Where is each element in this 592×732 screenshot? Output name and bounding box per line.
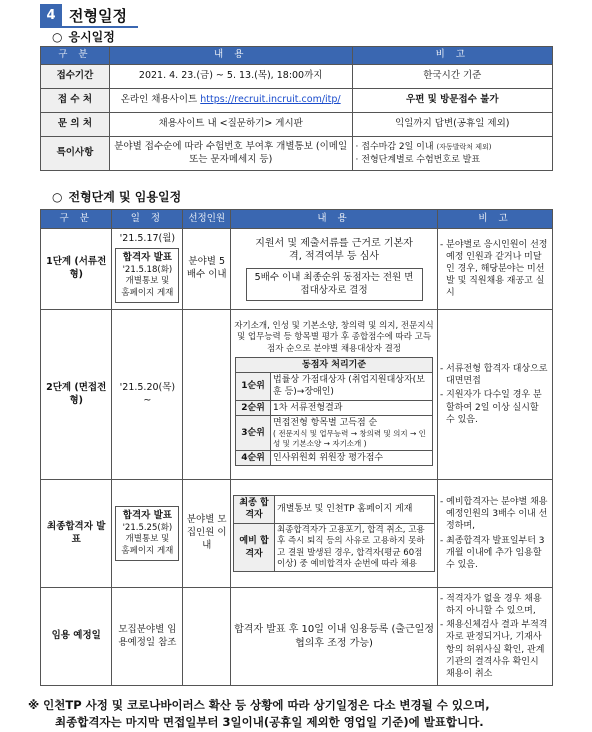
row-note: · 접수마감 2일 이내 (자동발락처 제외) · 전형단계별로 수험번호로 발표 [352,137,552,171]
stage1-date: '21.5.17(월) 합격자 발표 '21.5.18(화) 개별통보 및 홈페이지 게재 [112,229,183,310]
reserve-type-label: 예비 합격자 [234,523,275,572]
table-row [41,588,553,686]
stages-heading: ○ 전형단계 및 임용일정 [52,190,182,204]
final-label: 최종합격자 발표 [41,480,112,588]
circle-bullet-icon: ○ [52,30,63,44]
header-content: 내 용 [109,47,352,65]
final-content [231,480,438,588]
footer-note [28,697,568,732]
table-row [41,229,553,310]
row-content: 온라인 채용사이트 https://recruit.incruit.com/itp/ [109,89,352,113]
rank-text: 법률상 가점대상자 (취업지원대상자(보훈 등)→장애인) [271,373,433,400]
final-note: - 예비합격자는 분야별 채용예정인원의 3배수 이내 선정하며, - 최종합격자 발표일부터 3개월 이내에 추가 임용할 수 있음. [438,480,553,588]
stage2-content: 자기소개, 인성 및 기본소양, 창의력 및 의지, 전문지식 및 업무능력 등 항목별 평가 후 종합점수에 따라 고득점자 순으로 분야별 채용대상자 결정 동점자 처리기준 1순위 법률상 가점대상자 (취업지원대상자(보훈 등)→장애인) 2순위 1차 서류전형결과 3순위 면접전형 항목별 고득점 순 ( 전문지식 및 업무능력 → 창의력 및 의지 → 인성 및 기본소양 → 자기소개 ) 4순위 인사위원회 위원장 평가점수 [231,310,438,480]
header-category: 구 분 [41,47,110,65]
final-count: 분야별 모집인원 이내 [183,480,231,588]
final-type-label: 최종 합격자 [234,495,275,523]
row-label: 문 의 처 [41,113,110,137]
rank-text: 인사위원회 위원장 평가점수 [271,451,433,466]
table-row [41,137,553,171]
row-label: 특이사항 [41,137,110,171]
stage2-label: 2단계 (면접전형) [41,310,112,480]
rank-label: 1순위 [236,373,271,400]
row-note: 익일까지 답변(공휴일 제외) [352,113,552,137]
header-note: 비 고 [438,210,553,229]
appoint-date: 모집분야별 임용예정일 참조 [112,588,183,686]
header-count: 선정인원 [183,210,231,229]
rank-label: 2순위 [236,400,271,415]
stage2-note: - 서류전형 합격자 대상으로 대면면접 - 지원자가 다수일 경우 분할하여 2일 이상 실시할 수 있음. [438,310,553,480]
section-header [40,4,127,26]
final-type-text: 개별통보 및 인천TP 홈페이지 게재 [275,495,435,523]
table-row [41,310,553,480]
stage1-content: 지원서 및 제출서류를 근거로 기본자격, 적격여부 등 심사 5배수 이내 최종순위 동점자는 전원 면접대상자로 결정 [231,229,438,310]
row-content: 채용사이트 내 <질문하기> 게시판 [109,113,352,137]
row-label: 접 수 처 [41,89,110,113]
stage2-date: '21.5.20(목) ~ [112,310,183,480]
stage2-count [183,310,231,480]
rank-label: 4순위 [236,451,271,466]
tie-break-table [235,357,433,466]
section-number: 4 [40,4,62,26]
section-title: 전형일정 [69,6,127,25]
footer-line-2: 최종합격자는 마지막 면접일부터 3일이내(공휴일 제외한 영업일 기준)에 발표합니다. [55,715,484,730]
rank-text: 면접전형 항목별 고득점 순 ( 전문지식 및 업무능력 → 창의력 및 의지 → 인성 및 기본소양 → 자기소개 ) [271,415,433,450]
row-content: 분야별 접수순에 따라 수험번호 부여후 개별통보 (이메일 또는 문자메세지 등) [109,137,352,171]
stage1-label: 1단계 (서류전형) [41,229,112,310]
tie-break-title: 동점자 처리기준 [236,358,433,373]
header-date: 일 정 [112,210,183,229]
header-category: 구 분 [41,210,112,229]
footer-line-1: ※ 인천TP 사정 및 코로나바이러스 확산 등 상황에 따라 상기일정은 다소 변경될 수 있으며, [28,698,490,712]
rank-label: 3순위 [236,415,271,450]
table-row [41,65,553,89]
row-note: 한국시간 기준 [352,65,552,89]
reserve-type-text: 최종합격자가 고용포기, 합격 취소, 고용 후 즉시 퇴직 등의 사유로 고용하지 못하고 결원 발생된 경우, 합격자(평균 60점 이상) 중 예비합격자 순번에 따라 채용 [275,523,435,572]
rank-text: 1차 서류전형결과 [271,400,433,415]
circle-bullet-icon: ○ [52,190,63,204]
appoint-label: 임용 예정일 [41,588,112,686]
stage1-count: 분야별 5배수 이내 [183,229,231,310]
stage1-note: - 분야별로 응시인원이 선정예정 인원과 같거나 미달인 경우, 해당분야는 미선발 및 직원채용 재공고 실시 [438,229,553,310]
stages-table [40,209,553,686]
schedule-table [40,46,553,171]
header-note: 비 고 [352,47,552,65]
final-date: 합격자 발표 '21.5.25(화) 개별통보 및 홈페이지 게재 [112,480,183,588]
recruit-link[interactable]: https://recruit.incruit.com/itp/ [200,94,341,106]
row-note: 우편 및 방문접수 불가 [352,89,552,113]
final-sub-table [233,495,435,573]
appoint-count [183,588,231,686]
appoint-note: - 적격자가 없을 경우 채용하지 아니할 수 있으며, - 채용신체검사 결과 부적격자로 판정되거나, 기재사항의 허위사실 확인, 관계기관의 결격사유 확인시 채용이 취소 [438,588,553,686]
header-content: 내 용 [231,210,438,229]
row-label: 접수기간 [41,65,110,89]
table-row [41,480,553,588]
table-row [41,89,553,113]
row-content: 2021. 4. 23.(금) ~ 5. 13.(목), 18:00까지 [109,65,352,89]
schedule-heading: ○ 응시일정 [52,30,115,44]
appoint-content: 합격자 발표 후 10일 이내 임용등록 (출근일정 협의후 조정 가능) [231,588,438,686]
table-row [41,113,553,137]
